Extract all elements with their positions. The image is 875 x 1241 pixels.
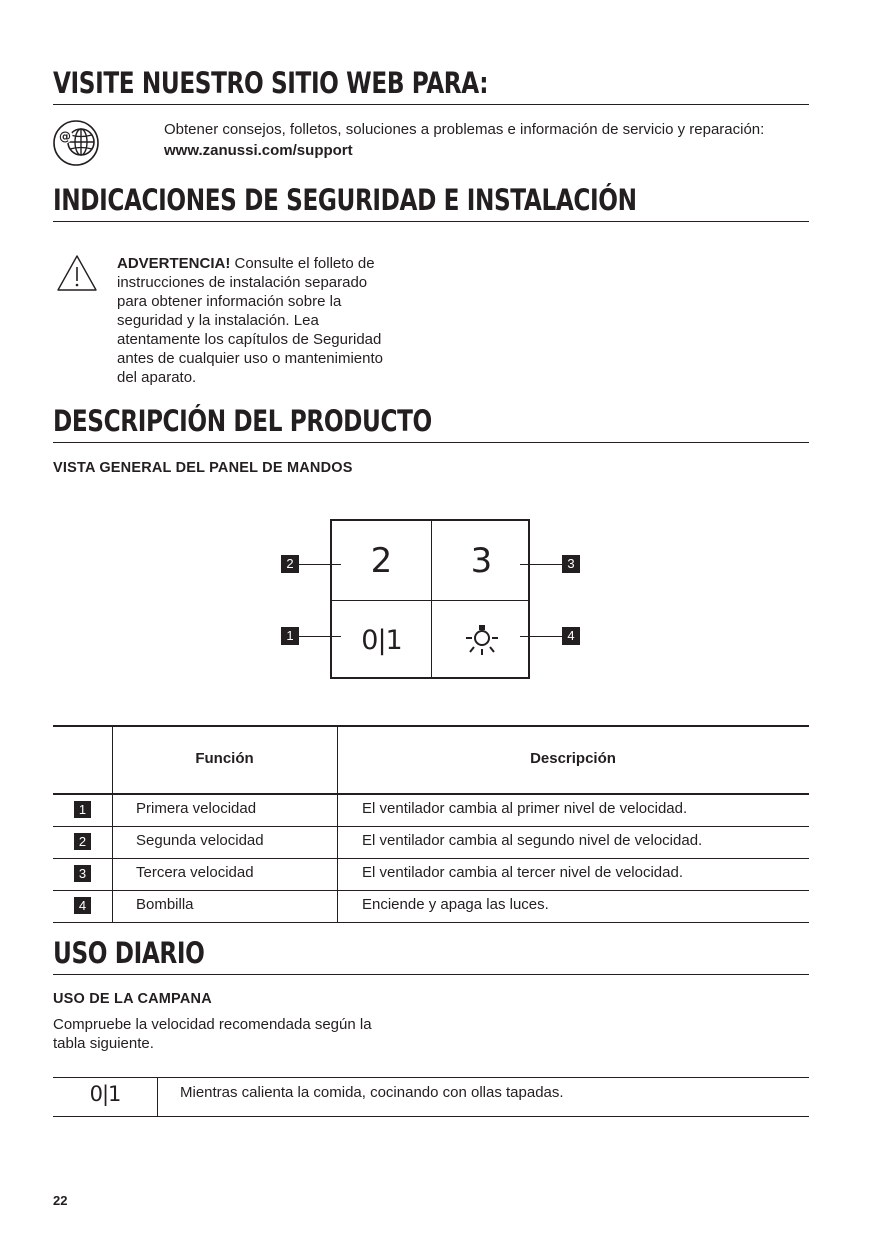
light-bulb-icon bbox=[462, 622, 502, 660]
callout-4-leader bbox=[520, 636, 562, 637]
speed-table-bottom-rule bbox=[53, 1116, 809, 1117]
callout-1: 1 bbox=[281, 627, 299, 645]
warning-triangle-icon bbox=[56, 254, 98, 292]
svg-text:@: @ bbox=[59, 129, 71, 144]
panel-on-off-button: 0|1 bbox=[361, 625, 402, 656]
speed-symbol: 0|1 bbox=[89, 1082, 121, 1106]
callout-3: 3 bbox=[562, 555, 580, 573]
function-table-row-rule bbox=[53, 858, 809, 859]
row-number-badge: 4 bbox=[74, 897, 91, 914]
product-heading: DESCRIPCIÓN DEL PRODUCTO bbox=[53, 404, 432, 438]
website-text: Obtener consejos, folletos, soluciones a problemas e información de servicio y reparación: bbox=[164, 121, 765, 138]
callout-3-leader bbox=[520, 564, 562, 565]
function-table-bottom-rule bbox=[53, 922, 809, 923]
panel-speed-2-button: 2 bbox=[370, 540, 393, 581]
speed-table-col-divider bbox=[157, 1077, 158, 1117]
website-heading: VISITE NUESTRO SITIO WEB PARA: bbox=[53, 66, 489, 100]
speed-table-top-rule bbox=[53, 1077, 809, 1078]
description-header: Descripción bbox=[530, 750, 616, 767]
function-table-row-rule bbox=[53, 826, 809, 827]
function-table-header-rule bbox=[53, 793, 809, 795]
callout-4: 4 bbox=[562, 627, 580, 645]
warning-text: Consulte el folleto de instrucciones de instalación separado para obtener información sobre la seguridad y la instalación. Lea atentamente los capítulos de Seguridad antes de cualquier uso o mantenimiento del aparato. bbox=[117, 255, 384, 386]
function-header: Función bbox=[195, 750, 254, 767]
row-number-badge: 2 bbox=[74, 833, 91, 850]
function-cell: Primera velocidad bbox=[136, 800, 257, 817]
control-panel-diagram bbox=[330, 519, 530, 679]
row-number-badge: 3 bbox=[74, 865, 91, 882]
callout-2-leader bbox=[299, 564, 341, 565]
function-table-top-rule bbox=[53, 725, 809, 727]
callout-2: 2 bbox=[281, 555, 299, 573]
description-cell: Enciende y apaga las luces. bbox=[362, 896, 549, 913]
description-cell: El ventilador cambia al tercer nivel de velocidad. bbox=[362, 864, 683, 881]
function-cell: Bombilla bbox=[136, 896, 194, 913]
product-heading-rule bbox=[53, 442, 809, 443]
daily-use-heading-rule bbox=[53, 974, 809, 975]
warning-label: ADVERTENCIA! bbox=[117, 255, 231, 272]
function-table-row-rule bbox=[53, 890, 809, 891]
callout-1-leader bbox=[299, 636, 341, 637]
warning-paragraph bbox=[117, 254, 397, 387]
globe-at-icon bbox=[52, 119, 100, 167]
description-cell: El ventilador cambia al primer nivel de velocidad. bbox=[362, 800, 688, 817]
row-number-badge: 1 bbox=[74, 801, 91, 818]
panel-overview-subheading: VISTA GENERAL DEL PANEL DE MANDOS bbox=[53, 460, 353, 476]
speed-description: Mientras calienta la comida, cocinando con ollas tapadas. bbox=[180, 1084, 564, 1101]
support-url-link[interactable]: www.zanussi.com/support bbox=[164, 142, 353, 159]
website-heading-rule bbox=[53, 104, 809, 105]
hood-use-intro: Compruebe la velocidad recomendada según la tabla siguiente. bbox=[53, 1016, 372, 1052]
panel-light-button bbox=[432, 601, 531, 680]
hood-use-subheading: USO DE LA CAMPANA bbox=[53, 991, 212, 1007]
daily-use-heading: USO DIARIO bbox=[53, 936, 205, 970]
page-number: 22 bbox=[53, 1193, 68, 1208]
function-cell: Tercera velocidad bbox=[136, 864, 254, 881]
description-cell: El ventilador cambia al segundo nivel de velocidad. bbox=[362, 832, 703, 849]
safety-heading-rule bbox=[53, 221, 809, 222]
safety-heading: INDICACIONES DE SEGURIDAD E INSTALACIÓN bbox=[53, 183, 637, 217]
panel-speed-3-button: 3 bbox=[470, 540, 493, 581]
function-cell: Segunda velocidad bbox=[136, 832, 264, 849]
